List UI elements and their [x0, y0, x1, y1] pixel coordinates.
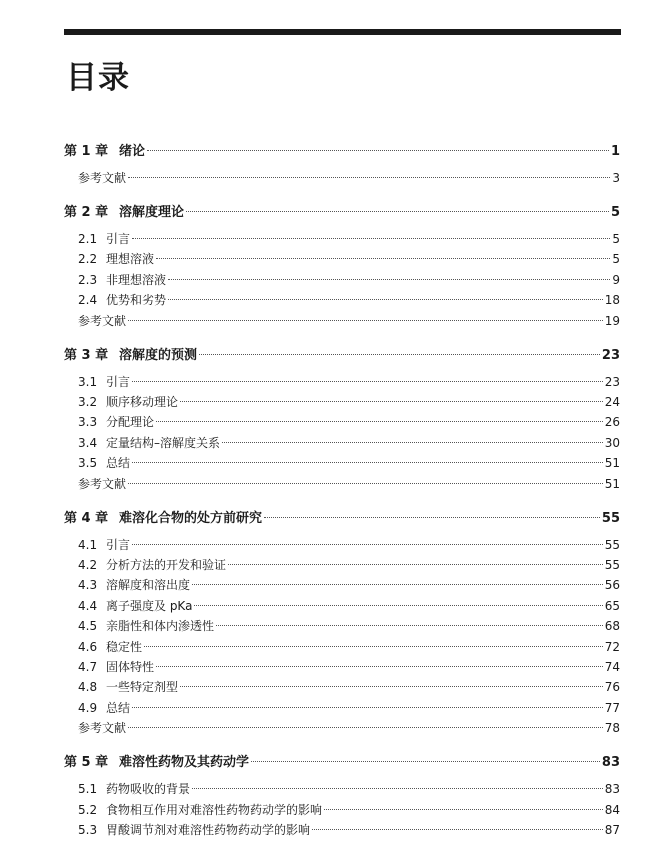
- toc-item-row[interactable]: [64, 597, 620, 617]
- page-number: 23: [604, 374, 620, 389]
- toc-chapter-row[interactable]: [64, 344, 620, 364]
- section-title: 理想溶液: [106, 252, 155, 267]
- toc-item-row[interactable]: [64, 719, 620, 739]
- section-title: 一些特定剂型: [106, 680, 179, 695]
- section-title: 亲脂性和体内渗透性: [106, 619, 215, 634]
- dot-leader: [132, 238, 610, 239]
- page-number: 3: [612, 171, 620, 185]
- section-title: 食物相互作用对难溶性药物药动学的影响: [106, 802, 323, 817]
- section-number: 3.4: [78, 435, 98, 450]
- dot-leader: [128, 727, 603, 728]
- table-of-contents: [64, 0, 620, 859]
- section-title: 非理想溶液: [106, 272, 167, 287]
- chapter-title: 溶解度的预测: [119, 347, 198, 363]
- chapter-number: 第 3 章: [64, 347, 109, 363]
- chapter-title: 难溶性药物及其药动学: [119, 755, 250, 771]
- toc-chapter-row[interactable]: [64, 751, 620, 771]
- section-title: 总结: [106, 456, 131, 471]
- section-title: 引言: [106, 232, 131, 246]
- dot-leader: [264, 517, 600, 518]
- toc-item-row[interactable]: [64, 475, 620, 495]
- chapter-number: 第 4 章: [64, 510, 109, 526]
- section-title: 分配理论: [106, 415, 155, 430]
- page-number: 78: [604, 721, 620, 736]
- dot-leader: [147, 150, 609, 151]
- page-number: 56: [604, 578, 620, 593]
- dot-leader: [132, 462, 603, 463]
- toc-item-row[interactable]: [64, 169, 620, 189]
- dot-leader: [132, 544, 603, 545]
- page-number: 5: [612, 252, 620, 267]
- section-title: 溶解度和溶出度: [106, 578, 191, 593]
- dot-leader: [228, 564, 603, 565]
- toc-item-row[interactable]: [64, 617, 620, 637]
- dot-leader: [194, 605, 602, 606]
- dot-leader: [156, 666, 603, 667]
- page-title: 目录: [66, 60, 130, 96]
- dot-leader: [251, 761, 600, 762]
- dot-leader: [180, 401, 603, 402]
- toc-chapter-row[interactable]: [64, 201, 620, 221]
- page-number: 18: [604, 293, 620, 308]
- toc-item-row[interactable]: [64, 413, 620, 433]
- section-title: 定量结构–溶解度关系: [106, 435, 221, 450]
- chapter-number: 第 2 章: [64, 205, 109, 220]
- page-number: 72: [604, 639, 620, 654]
- section-title: 总结: [106, 700, 131, 715]
- page-number: 5: [612, 232, 620, 246]
- page-number: 51: [604, 476, 620, 491]
- page-number: 77: [604, 700, 620, 715]
- page-number: 26: [604, 415, 620, 430]
- page-number: 23: [601, 347, 620, 363]
- dot-leader: [324, 809, 603, 810]
- toc-item-row[interactable]: [64, 250, 620, 270]
- section-number: 3.1: [78, 374, 98, 389]
- page-number: 30: [604, 435, 620, 450]
- toc-item-row[interactable]: [64, 658, 620, 678]
- chapter-title: 溶解度理论: [119, 205, 185, 220]
- section-number: 2.3: [78, 272, 98, 287]
- toc-item-row[interactable]: [64, 373, 620, 393]
- section-title: 引言: [106, 374, 131, 389]
- section-number: 4.3: [78, 578, 98, 593]
- section-number: 3.5: [78, 456, 98, 471]
- page-number: 76: [604, 680, 620, 695]
- dot-leader: [186, 211, 609, 212]
- chapter-title: 难溶化合物的处方前研究: [119, 510, 263, 526]
- dot-leader: [192, 584, 603, 585]
- section-number: 4.7: [78, 660, 98, 674]
- page-number: 5: [610, 205, 620, 220]
- page-number: 24: [604, 395, 620, 409]
- section-number: 4.5: [78, 619, 98, 634]
- toc-item-row[interactable]: [64, 536, 620, 556]
- page-number: 55: [604, 558, 620, 572]
- page-number: 87: [604, 823, 620, 837]
- toc-chapter-row[interactable]: [64, 140, 620, 160]
- section-number: 4.9: [78, 700, 98, 715]
- dot-leader: [168, 279, 610, 280]
- page-number: 55: [601, 510, 620, 526]
- chapter-number: 第 5 章: [64, 755, 109, 771]
- toc-chapter-row[interactable]: [64, 507, 620, 527]
- dot-leader: [156, 421, 603, 422]
- dot-leader: [312, 829, 603, 830]
- chapter-title: 绪论: [119, 144, 146, 159]
- page-number: 84: [604, 802, 620, 817]
- section-number: 4.2: [78, 558, 98, 572]
- section-number: 3.3: [78, 415, 98, 430]
- section-number: 4.6: [78, 639, 98, 654]
- section-title: 参考文献: [78, 721, 127, 736]
- toc-item-row[interactable]: [64, 556, 620, 576]
- section-title: 顺序移动理论: [106, 395, 179, 409]
- dot-leader: [180, 686, 603, 687]
- section-title: 胃酸调节剂对难溶性药物药动学的影响: [106, 823, 311, 837]
- section-title: 参考文献: [78, 171, 127, 185]
- dot-leader: [128, 177, 610, 178]
- section-title: 离子强度及 pKa: [106, 598, 193, 613]
- section-title: 分析方法的开发和验证: [106, 558, 227, 572]
- toc-item-row[interactable]: [64, 271, 620, 291]
- dot-leader: [156, 258, 610, 259]
- page-number: 1: [610, 144, 620, 159]
- dot-leader: [132, 381, 603, 382]
- toc-item-row[interactable]: [64, 230, 620, 250]
- toc-item-row[interactable]: [64, 638, 620, 658]
- section-title: 固体特性: [106, 660, 155, 674]
- toc-item-row[interactable]: [64, 801, 620, 821]
- dot-leader: [192, 788, 603, 789]
- section-number: 4.8: [78, 680, 98, 695]
- section-number: 4.1: [78, 537, 98, 552]
- toc-item-row[interactable]: [64, 699, 620, 719]
- dot-leader: [132, 707, 603, 708]
- section-number: 3.2: [78, 395, 98, 409]
- dot-leader: [199, 354, 600, 355]
- section-number: 2.4: [78, 293, 98, 308]
- toc-item-row[interactable]: [64, 780, 620, 800]
- section-title: 药物吸收的背景: [106, 782, 191, 797]
- dot-leader: [168, 299, 603, 300]
- page-number: 19: [604, 313, 620, 328]
- section-number: 5.3: [78, 823, 98, 837]
- section-title: 参考文献: [78, 476, 127, 491]
- dot-leader: [128, 320, 603, 321]
- toc-item-row[interactable]: [64, 576, 620, 596]
- section-number: 5.2: [78, 802, 98, 817]
- dot-leader: [216, 625, 603, 626]
- section-title: 引言: [106, 537, 131, 552]
- toc-item-row[interactable]: [64, 312, 620, 332]
- chapter-number: 第 1 章: [64, 144, 109, 159]
- section-number: 5.1: [78, 782, 98, 797]
- toc-item-row[interactable]: [64, 291, 620, 311]
- page-number: 9: [612, 272, 620, 287]
- dot-leader: [128, 483, 603, 484]
- toc-item-row[interactable]: [64, 678, 620, 698]
- section-title: 稳定性: [106, 639, 143, 654]
- dot-leader: [144, 646, 603, 647]
- section-number: 2.2: [78, 252, 98, 267]
- page-number: 55: [604, 537, 620, 552]
- page-number: 51: [604, 456, 620, 471]
- page-number: 83: [604, 782, 620, 797]
- page-number: 83: [601, 755, 620, 771]
- dot-leader: [222, 442, 603, 443]
- page-number: 74: [604, 660, 620, 674]
- page-number: 68: [604, 619, 620, 634]
- toc-item-row[interactable]: [64, 393, 620, 413]
- toc-item-row[interactable]: [64, 821, 620, 841]
- section-number: 2.1: [78, 232, 98, 246]
- section-number: 4.4: [78, 598, 98, 613]
- toc-item-row[interactable]: [64, 454, 620, 474]
- section-title: 优势和劣势: [106, 293, 167, 308]
- page-number: 65: [604, 598, 620, 613]
- toc-item-row[interactable]: [64, 434, 620, 454]
- section-title: 参考文献: [78, 313, 127, 328]
